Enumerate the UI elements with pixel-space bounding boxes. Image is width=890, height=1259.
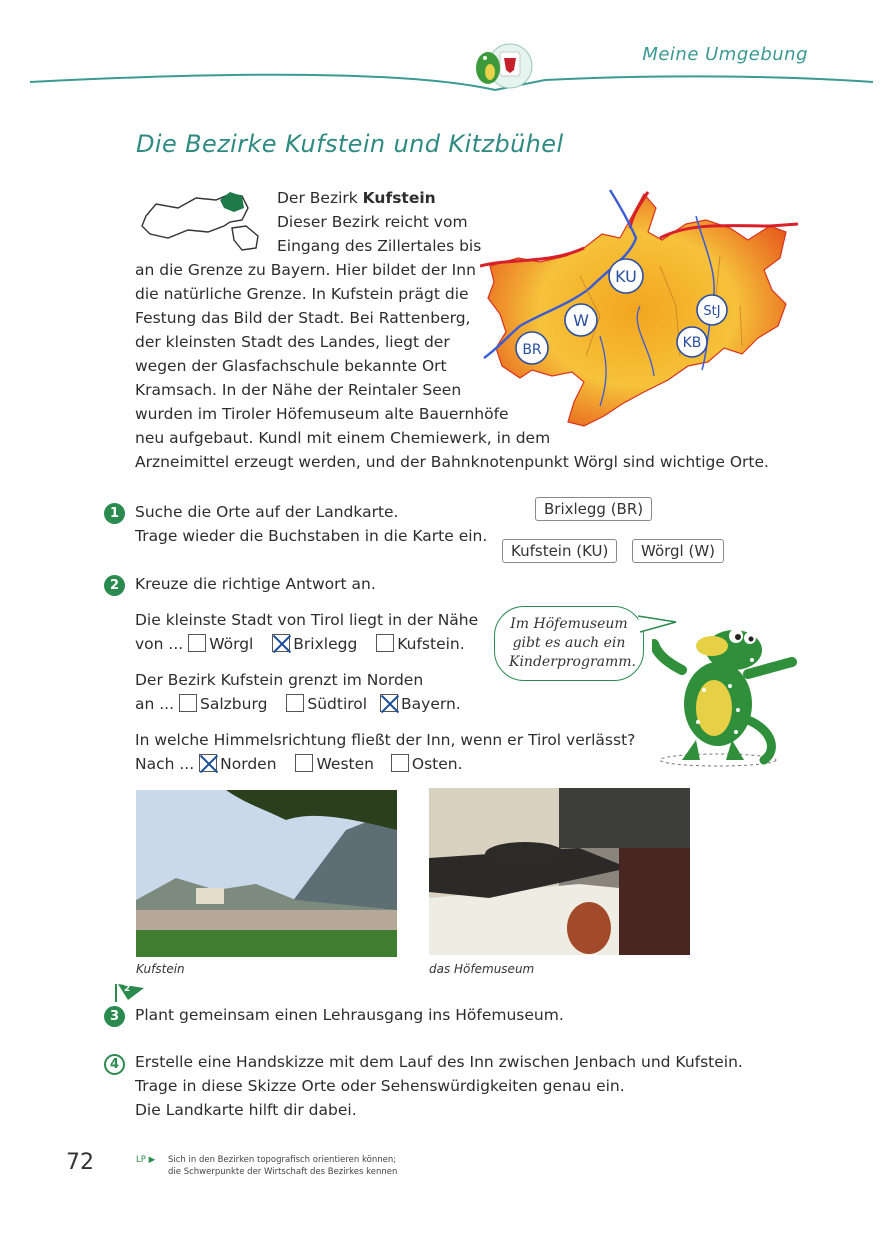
option-label: Brixlegg bbox=[293, 635, 358, 653]
option-label: Wörgl bbox=[209, 635, 254, 653]
dragon-emblem bbox=[468, 40, 534, 92]
q1-answers bbox=[135, 632, 465, 656]
checkbox-woergl[interactable] bbox=[188, 634, 206, 652]
photo-caption-right: das Höfemuseum bbox=[429, 962, 535, 976]
task4-line: Erstelle eine Handskizze mit dem Lauf des Inn zwischen Jenbach und Kufstein. bbox=[135, 1053, 743, 1071]
intro-heading-bold: Kufstein bbox=[362, 189, 436, 207]
q2-answers bbox=[135, 692, 461, 716]
lp-label: LP ▶ bbox=[136, 1155, 156, 1165]
task1-line: Suche die Orte auf der Landkarte. bbox=[135, 503, 399, 521]
photo-kufstein bbox=[136, 790, 397, 957]
q2-line: Der Bezirk Kufstein grenzt im Norden bbox=[135, 671, 424, 689]
intro-line: Eingang des Zillertales bis bbox=[277, 237, 482, 255]
intro-line: der kleinsten Stadt des Landes, liegt der bbox=[135, 333, 450, 351]
checkbox-norden[interactable] bbox=[199, 754, 217, 772]
intro-line: wurden im Tiroler Höfemuseum alte Bauernhöfe bbox=[135, 405, 509, 423]
district-relief-map bbox=[480, 186, 800, 448]
footer-note-line: die Schwerpunkte der Wirtschaft des Bezirkes kennen bbox=[168, 1167, 398, 1177]
page-title: Die Bezirke Kufstein und Kitzbühel bbox=[136, 130, 564, 158]
bubble-line: Kinderprogramm. bbox=[509, 654, 636, 670]
photo-caption-left: Kufstein bbox=[136, 962, 185, 976]
bubble-line: gibt es auch ein bbox=[512, 635, 626, 651]
task-number-badge: 1 bbox=[104, 503, 125, 524]
option-label: Bayern. bbox=[401, 695, 461, 713]
task3-text: Plant gemeinsam einen Lehrausgang ins Höfemuseum. bbox=[135, 1006, 564, 1024]
intro-line: Dieser Bezirk reicht vom bbox=[277, 213, 468, 231]
intro-heading bbox=[277, 186, 436, 210]
page-number: 72 bbox=[66, 1150, 94, 1175]
option-label: Südtirol bbox=[307, 695, 368, 713]
q2-prefix: an ... bbox=[135, 695, 175, 713]
q3-line: In welche Himmelsrichtung fließt der Inn, wenn er Tirol verlässt? bbox=[135, 731, 636, 749]
map-label-ku: KU bbox=[615, 267, 637, 286]
section-title: Meine Umgebung bbox=[642, 44, 808, 65]
intro-line: an die Grenze zu Bayern. Hier bildet der Inn bbox=[135, 261, 476, 279]
q1-line: Die kleinste Stadt von Tirol liegt in der Nähe bbox=[135, 611, 479, 629]
option-label: Salzburg bbox=[200, 695, 268, 713]
footer-note-line: Sich in den Bezirken topografisch orientieren können; bbox=[168, 1155, 397, 1165]
option-label: Kufstein. bbox=[397, 635, 465, 653]
checkbox-osten[interactable] bbox=[391, 754, 409, 772]
intro-line: Arzneimittel erzeugt werden, und der Bahnknotenpunkt Wörgl sind wichtige Orte. bbox=[135, 453, 769, 471]
intro-line: Kramsach. In der Nähe der Reintaler Seen bbox=[135, 381, 462, 399]
task-number-badge: 3 bbox=[104, 1006, 125, 1027]
place-tag-brixlegg: Brixlegg (BR) bbox=[535, 497, 652, 521]
task4-line: Trage in diese Skizze Orte oder Sehenswürdigkeiten genau ein. bbox=[135, 1077, 625, 1095]
group-flag-icon bbox=[114, 982, 148, 1004]
task-number-badge: 4 bbox=[104, 1054, 125, 1075]
map-label-kb: KB bbox=[682, 335, 702, 351]
dragon-mascot-icon bbox=[652, 610, 798, 772]
intro-line: wegen der Glasfachschule bekannte Ort bbox=[135, 357, 447, 375]
checkbox-brixlegg[interactable] bbox=[272, 634, 290, 652]
task-number-badge: 2 bbox=[104, 575, 125, 596]
tirol-outline-map bbox=[138, 186, 266, 256]
intro-heading-prefix: Der Bezirk bbox=[277, 189, 363, 207]
photo-hoefemuseum bbox=[429, 788, 690, 955]
checkbox-kufstein[interactable] bbox=[376, 634, 394, 652]
q1-prefix: von ... bbox=[135, 635, 184, 653]
option-label: Osten. bbox=[411, 755, 463, 773]
place-tag-woergl: Wörgl (W) bbox=[632, 539, 724, 563]
intro-line: die natürliche Grenze. In Kufstein prägt die bbox=[135, 285, 469, 303]
checkbox-westen[interactable] bbox=[295, 754, 313, 772]
map-label-w: W bbox=[573, 311, 589, 330]
checkbox-suedtirol[interactable] bbox=[286, 694, 304, 712]
task2-instruction: Kreuze die richtige Antwort an. bbox=[135, 575, 376, 593]
q3-answers bbox=[135, 752, 463, 776]
intro-line: Festung das Bild der Stadt. Bei Rattenberg, bbox=[135, 309, 471, 327]
option-label: Norden bbox=[220, 755, 277, 773]
bubble-line: Im Höfemuseum bbox=[510, 616, 628, 632]
map-label-br: BR bbox=[522, 342, 542, 358]
map-label-stj: StJ bbox=[703, 304, 721, 319]
task4-line: Die Landkarte hilft dir dabei. bbox=[135, 1101, 357, 1119]
group-flag-number: 2 bbox=[124, 984, 131, 994]
place-tag-kufstein: Kufstein (KU) bbox=[502, 539, 617, 563]
q3-prefix: Nach ... bbox=[135, 755, 195, 773]
checkbox-bayern[interactable] bbox=[380, 694, 398, 712]
intro-line: neu aufgebaut. Kundl mit einem Chemiewerk, in dem bbox=[135, 429, 551, 447]
header-swoosh bbox=[25, 60, 875, 100]
task1-line: Trage wieder die Buchstaben in die Karte ein. bbox=[135, 527, 488, 545]
checkbox-salzburg[interactable] bbox=[179, 694, 197, 712]
speech-bubble bbox=[494, 606, 644, 681]
option-label: Westen bbox=[316, 755, 374, 773]
